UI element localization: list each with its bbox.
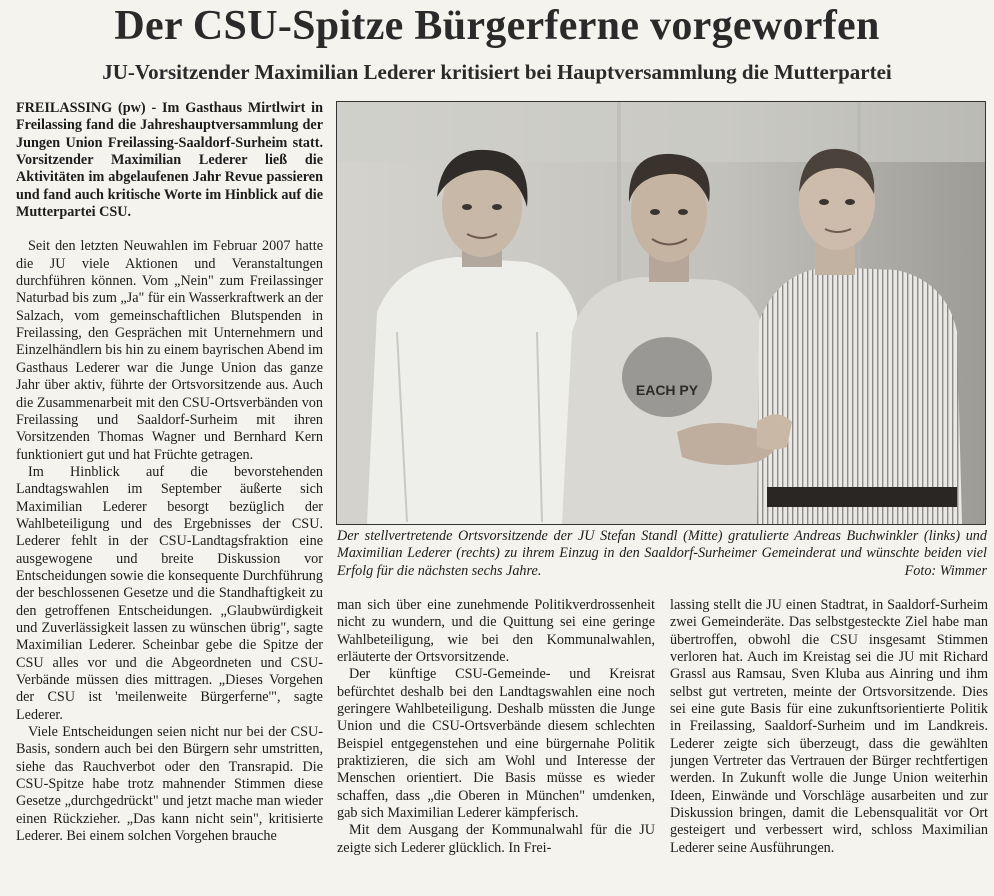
headline: Der CSU-Spitze Bürgerferne vorgeworfen [114, 3, 880, 49]
article-column-1 [16, 100, 323, 892]
article-column-2 [337, 597, 655, 892]
shirt-print-text: EACH PY [635, 382, 699, 398]
caption-text: Der stellvertretende Ortsvorsitzende der JU Stefan Standl (Mitte) gratulierte Andreas Buchwinkler (links) und Maximilian Lederer (rechts) zu ihrem Einzug in den Saaldorf-Surheimer Gemeinderat und wünschte beiden viel Erfolg für die nächsten sechs Jahre. [337, 528, 987, 579]
photo-caption [337, 528, 987, 580]
subheadline: JU-Vorsitzender Maximilian Lederer kritisiert bei Hauptversammlung die Mutterpartei [102, 60, 892, 84]
body-paragraph: Seit den letzten Neuwahlen im Februar 2007 hatte die JU viele Aktionen und Veranstaltungen durchführen können. Vom „Nein" zum Freilassinger Naturbad bis zum „Ja" für ein Wasserkraftwerk an der Salzach, vom gemeinschaftlichen Blutspenden in Freilassing, den Gesprächen mit Unternehmern und Einzelhändlern bis hin zu einem bayrischen Abend im Gasthaus Lederer war die Junge Union das ganze Jahr über aktiv, führte der Ortsvorsitzende aus. Auch die Zusammenarbeit mit den CSU-Ortsverbänden von Freilassing und Saaldorf-Surheim mit ihren Vorsitzenden Thomas Wagner und Bernhard Kern funktioniert gut und hat Früchte getragen. [16, 238, 323, 463]
lead-paragraph: FREILASSING (pw) - Im Gasthaus Mirtlwirt in Freilassing fand die Jahreshauptversammlung der Jungen Union Freilassing-Saaldorf-Surheim statt. Vorsitzender Maximilian Lederer ließ die Aktivitäten im abgelaufenen Jahr Revue passieren und fand auch kritische Worte im Hinblick auf die Mutterpartei CSU. [16, 100, 323, 221]
article-column-3 [670, 597, 988, 892]
press-photo [336, 101, 986, 525]
body-paragraph: Im Hinblick auf die bevorstehenden Landtagswahlen im September äußerte sich Maximilian Lederer besorgt bezüglich der Wahlbeteiligung und des Ergebnisses der CSU. Lederer fehlt in der CSU-Landtagsfraktion eine ausgewogene und breite Diskussion vor Entscheidungen sowie die konsequente Durchführung der beschlossenen Gesetze und die Standhaftigkeit zu den getroffenen Entscheidungen. „Glaubwürdigkeit und Zuverlässigkeit lassen zu wünschen übrig", sagte Maximilian Lederer. Scheinbar gebe die Spitze der CSU alles vor und die Abgeordneten und CSU-Verbände müssen dies mittragen. „Dieses Vorgehen der CSU ist 'meilenweite Bürgerferne'", sagte Lederer. [16, 463, 323, 723]
body-paragraph: Mit dem Ausgang der Kommunalwahl für die JU zeigte sich Lederer glücklich. In Frei- [337, 822, 655, 856]
body-paragraph: Der künftige CSU-Gemeinde- und Kreisrat befürchtet deshalb bei den Landtagswahlen eine noch geringere Wahlbeteiligung. Deshalb müssten die Junge Union und die CSU-Ortsverbände diesem schlechten Beispiel entgegenstehen und eine bürgernahe Politik praktizieren, die sich am Wohl und Interesse der Menschen orientiert. Die Basis müsse es wieder schaffen, dass „die Oberen in München" umdenken, gab sich Maximilian Lederer kämpferisch. [337, 666, 655, 822]
body-paragraph: lassing stellt die JU einen Stadtrat, in Saaldorf-Surheim zwei Gemeinderäte. Das selbstgesteckte Ziel habe man übertroffen, obwohl die CSU insgesamt Stimmen verloren hat. Auch im Kreistag sei die JU mit Richard Grassl aus Ramsau, Sven Kluba aus Ainring und ihm selbst gut vertreten, meinte der Ortsvorsitzende. Dies sei eine gute Basis für eine zukunftsorientierte Politik in Freilassing, Saaldorf-Surheim und im Landkreis. Lederer zeigte sich überzeugt, dass die gewählten jungen Vertreter das Vertrauen der Bürger rechtfertigen werden. In Zukunft wolle die Junge Union weiterhin Ideen, Einwände und Vorschläge ausarbeiten und zur Diskussion bringen, damit die Lebensqualität vor Ort gesteigert und verbessert wird, schloss Maximilian Lederer seine Ausführungen. [670, 597, 988, 856]
photo-credit: Foto: Wimmer [904, 562, 987, 579]
body-paragraph: man sich über eine zunehmende Politikverdrossenheit nicht zu wundern, und die Quittung sei eine geringe Wahlbeteiligung, wie bei den Kommunalwahlen, erläuterte der Ortsvorsitzende. [337, 597, 655, 666]
body-paragraph: Viele Entscheidungen seien nicht nur bei der CSU-Basis, sondern auch bei den Bürgern sehr umstritten, siehe das Rauchverbot oder den Transrapid. Die CSU-Spitze habe trotz mahnender Stimmen diese Gesetze „durchgedrückt" und jetzt mache man wieder einen Rückzieher. „Das kann nicht sein", kritisierte Lederer. Bei einem solchen Vorgehen brauche [16, 724, 323, 845]
